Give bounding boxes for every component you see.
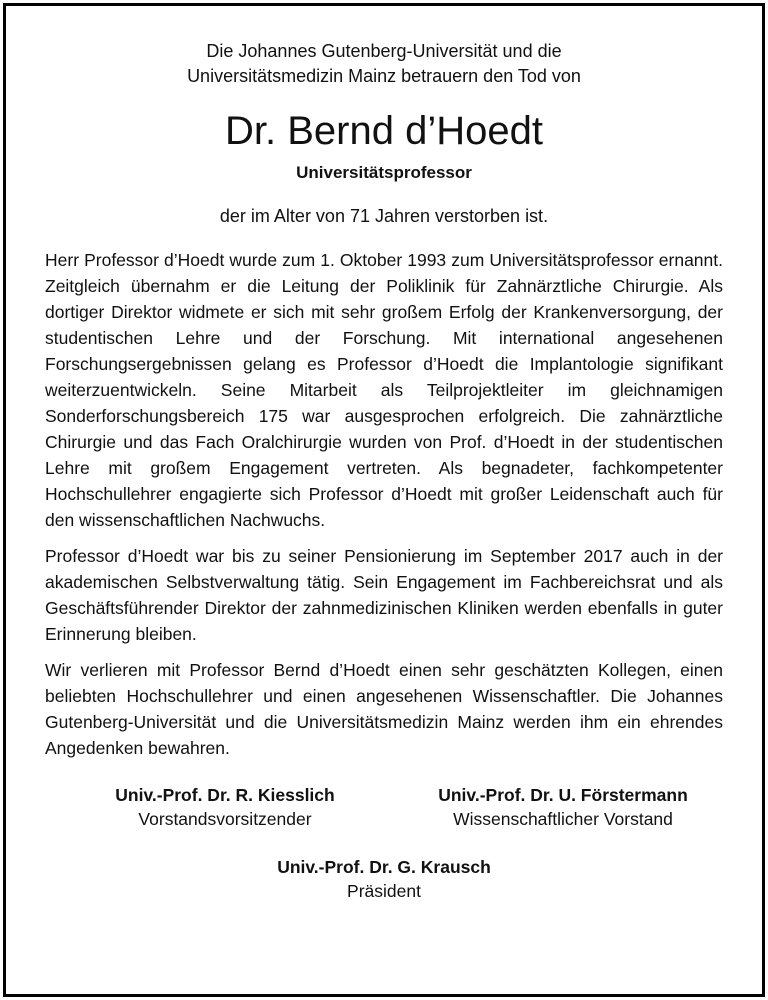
paragraph-administration: Professor d’Hoedt war bis zu seiner Pensionierung im September 2017 auch in der akademischen Selbstverwaltung tätig. Sein Engagement im Fachbereichsrat und als Geschäftsführender Direktor der zahnmedizinischen Kliniken werden ebenfalls in guter Erinnerung bleiben. bbox=[45, 546, 723, 644]
signatory-name: Univ.-Prof. Dr. G. Krausch bbox=[277, 857, 491, 877]
intro-line-1: Die Johannes Gutenberg-Universität und die bbox=[206, 41, 562, 61]
signatures bbox=[45, 783, 723, 913]
obituary-content bbox=[45, 6, 723, 913]
intro-text bbox=[45, 39, 723, 89]
signatory-role: Vorstandsvorsitzender bbox=[138, 809, 312, 829]
obituary-frame bbox=[3, 3, 765, 997]
paragraph-tribute: Wir verlieren mit Professor Bernd d’Hoedt einen sehr geschätzten Kollegen, einen beliebten Hochschullehrer und einen angesehenen Wissenschaftler. Die Johannes Gutenberg-Universität und die Universitätsmedizin Mainz werden ihm ein ehrendes Angedenken bewahren. bbox=[45, 660, 723, 758]
signature-krausch bbox=[45, 855, 723, 903]
deceased-title: Universitätsprofessor bbox=[296, 163, 472, 182]
signatory-role: Wissenschaftlicher Vorstand bbox=[453, 809, 673, 829]
paragraph-career: Herr Professor d’Hoedt wurde zum 1. Oktober 1993 zum Universitätsprofessor ernannt. Zeitgleich übernahm er die Leitung der Poliklinik für Zahnärztliche Chirurgie. Als dortiger Direktor widmete er sich mit sehr großem Erfolg der Krankenversorgung, der studentischen Lehre und der Forschung. Mit international angesehenen Forschungsergebnissen gelang es Professor d’Hoedt die Implantologie signifikant weiterzuentwickeln. Seine Mitarbeit als Teilprojektleiter im gleichnamigen Sonderforschungsbereich 175 war ausgesprochen erfolgreich. Die zahnärztliche Chirurgie und das Fach Oralchirurgie wurden von Prof. d’Hoedt in der studentischen Lehre mit großem Engagement vertreten. Als begnadeter, fachkompetenter Hochschullehrer engagierte sich Professor d’Hoedt mit großer Leidenschaft auch für den wissenschaftlichen Nachwuchs. bbox=[45, 250, 723, 530]
signatory-name: Univ.-Prof. Dr. R. Kiesslich bbox=[115, 785, 335, 805]
deceased-name: Dr. Bernd d’Hoedt bbox=[225, 109, 543, 153]
signatory-role: Präsident bbox=[347, 881, 421, 901]
age-line: der im Alter von 71 Jahren verstorben ist. bbox=[219, 206, 549, 226]
intro-line-2: Universitätsmedizin Mainz betrauern den Tod von bbox=[187, 66, 581, 86]
signatory-name: Univ.-Prof. Dr. U. Förstermann bbox=[438, 785, 688, 805]
signature-kiesslich bbox=[75, 783, 375, 831]
signature-foerstermann bbox=[403, 783, 723, 831]
